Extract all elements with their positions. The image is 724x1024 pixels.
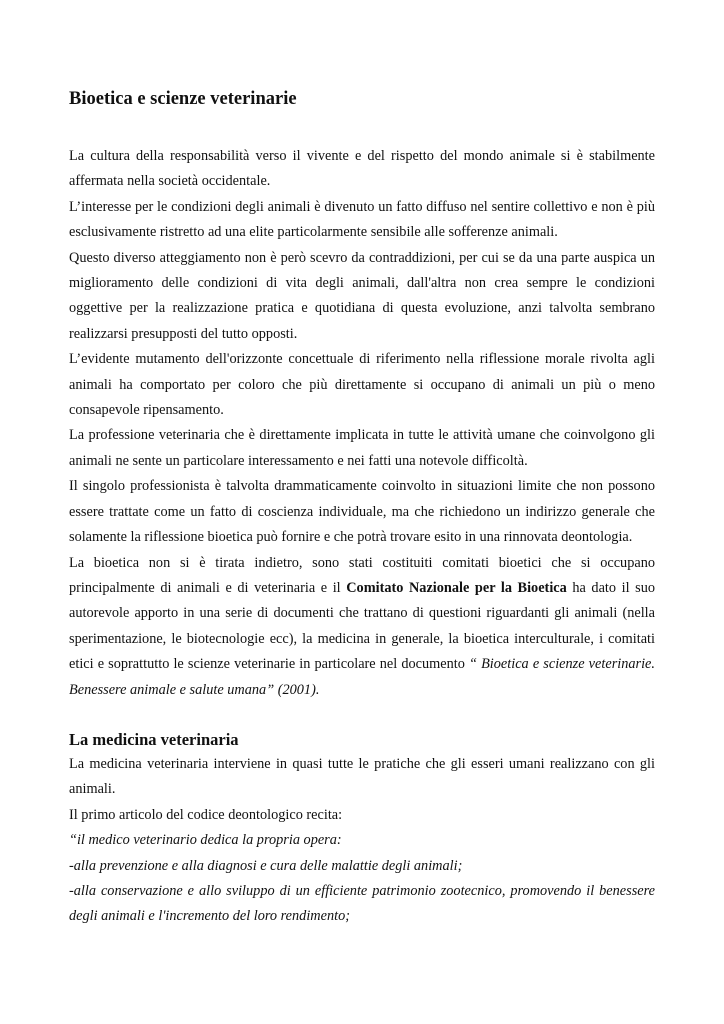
paragraph: La medicina veterinaria interviene in quasi tutte le pratiche che gli esseri umani realizzano con gli animali. xyxy=(69,755,655,798)
paragraph: L’evidente mutamento dell'orizzonte concettuale di riferimento nella riflessione morale rivolta agli animali ha comportato per coloro che più direttamente si occupano di animali un più o meno consapevole ripensamento. xyxy=(69,351,655,419)
paragraph: La professione veterinaria che è direttamente implicata in tutte le attività umane che coinvolgono gli animali ne sente un particolare interessamento e nei fatti una notevole difficoltà. xyxy=(69,427,655,469)
paragraph-text: ha dato il suo autorevole apporto in una serie di documenti che trattano di questioni riguardanti gli animali (nella sperimentazione, le biotecnologie ecc), la medicina in generale, la bioetica interculturale, i comitati etici e soprattutto le scienze veterinarie in particolare nel documento xyxy=(69,579,655,673)
section-heading: La medicina veterinaria xyxy=(69,729,239,749)
paragraph: Il singolo professionista è talvolta drammaticamente coinvolto in situazioni limite che non possono essere trattate come un fatto di coscienza individuale, ma che richiedono un indirizzo generale che solamente la riflessione bioetica può fornire e che potrà trovare esito in una rinnovata deontologia. xyxy=(69,478,655,546)
paragraph-text: La bioetica non si è tirata indietro, sono stati costituiti comitati bioetici che si occupano principalmente di animali e di veterinaria e il xyxy=(69,554,655,596)
quote-line: -alla conservazione e allo sviluppo di un efficiente patrimonio zootecnico, promovendo il benessere degli animali e l'incremento del loro rendimento; xyxy=(69,882,655,925)
document-citation: “ Bioetica e scienze veterinarie. Benessere animale e salute umana” (2001). xyxy=(69,656,655,698)
document-title: Bioetica e scienze veterinarie xyxy=(69,89,297,109)
paragraph xyxy=(69,551,655,703)
committee-name: Comitato Nazionale per la Bioetica xyxy=(346,579,567,596)
paragraph: La cultura della responsabilità verso il vivente e del rispetto del mondo animale si è stabilmente affermata nella società occidentale. xyxy=(69,148,655,190)
document-body xyxy=(69,86,655,930)
quote-line: -alla prevenzione e alla diagnosi e cura delle malattie degli animali; xyxy=(69,857,463,874)
paragraph: Questo diverso atteggiamento non è però scevro da contraddizioni, per cui se da una parte auspica un miglioramento delle condizioni di vita degli animali, dall'altra non crea sempre le condizioni oggettive per la realizzazione pratica e quotidiana di questa evoluzione, anzi talvolta sembrano realizzarsi presupposti del tutto opposti. xyxy=(69,249,655,342)
spacer xyxy=(69,703,655,728)
paragraph: Il primo articolo del codice deontologico recita: xyxy=(69,806,343,823)
spacer xyxy=(69,112,655,144)
quote-line: “il medico veterinario dedica la propria opera: xyxy=(69,832,342,849)
paragraph: L’interesse per le condizioni degli animali è divenuto un fatto diffuso nel sentire collettivo e non è più esclusivamente ristretto ad una elite particolarmente sensibile alle sofferenze animali. xyxy=(69,198,655,241)
